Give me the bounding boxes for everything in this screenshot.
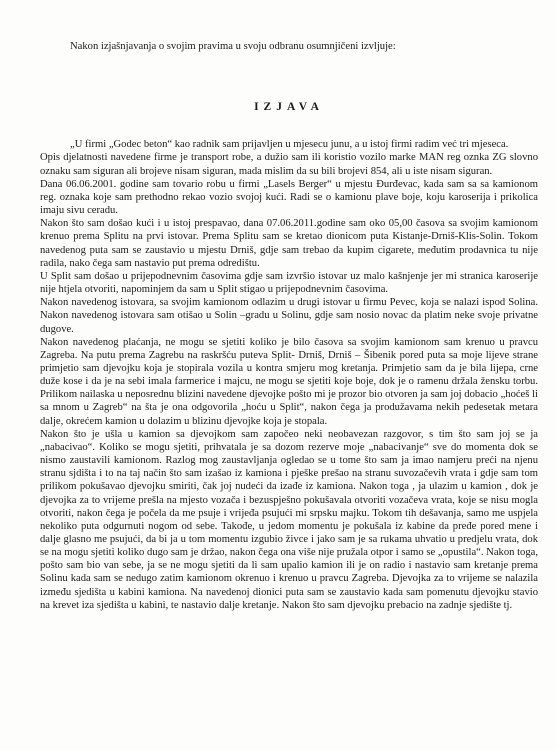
paragraph-split-unloading: U Split sam došao u prijepodnevnim časovima gdje sam izvršio istovar uz malo kašnjenje jer mi stranica karoserije nije htjela otvoriti, napominjem da sam u Split stigao u prijepodnevnim časovima. (40, 270, 538, 296)
paragraph-vehicle: Opis djelatnosti navedene firme je transport robe, a dužio sam ili koristio vozilo marke MAN reg oznka ZG slovno oznaku sam siguran ali brojeve nisam siguran, mada mislim da su bili brojevi 854, ali u iste nisam siguran. (40, 152, 538, 177)
intro-line: Nakon izjašnjavanja o svojim pravima u svoju odbranu osumnjičeni izvljuje: (70, 41, 396, 52)
paragraph-employment: „U firmi „Godec beton“ kao radnik sam prijavljen u mjesecu junu, a u istoj firmi radim već tri mjeseca. (70, 139, 509, 151)
paragraph-hitchhiker: Nakon navedenog plaćanja, ne mogu se sjetiti koliko je bilo časova sa svojim kamionom sam krenuo u pravcu Zagreba. Na putu prema Zagrebu na raskršću puteva Split- Drniš, Drniš – Šibenik pored puta sa moje lijeve strane primjetio sam djevojku koja je stopirala vozila u kontra smjeru mog kretanja. Primjetio sam da je bila lijepa, crne duže kose i da je na sebi imala farmerice i majcu, ne mogu se sjetiti koje boje, dok je o ramenu držala žensku torbu. Prilikom nailaska u neposrednu blizini navedene djevojke pošto mi je prozor bio otvoren ja sam joj dobacio „hoćeš li sa mnom u Zagreb“ na šta je ona odgovorila „hoću u Split“, nakon čega ja produžavama nekih pedesetak metara dalje, okrećem kamion u dolazim u blizinu djevojke koja je stopala. (40, 336, 538, 427)
paragraph-route: Nakon što sam došao kući i u istoj prespavao, dana 07.06.2011.godine sam oko 05,00 časova sa svojim kamionom krenuo prema Splitu na prvi istovar. Prema Splitu sam se kretao dionicom puta Kistanje-Drniš-Klis-Solin. Tokom navedenog puta sam se zaustavio u mjestu Drniš, gdje sam trebao da kupim cigarete, međutim prodavnica tu nije radila, nako čega sam nastavio put prema odredištu. (40, 218, 538, 269)
paragraph-loading: Dana 06.06.2001. godine sam tovario robu u firmi „Lasels Berger“ u mjestu Đurđevac, kada sam sa sa kamionom reg. oznaka koje sam prethodno rekao vozio svojoj kući. Radi se o kamionu plave boje, koju karoserija i prikolica imaju sivu ceradu. (40, 178, 538, 217)
paragraph-solin: Nakon navedenog istovara, sa svojim kamionom odlazim u drugi istovar u firmu Pevec, koja se nalazi ispod Solina. Nakon navedenog istovara sam otišao u Solin –gradu u Solinu, gdje sam nosio novac da platim neke svoje privatne dugove. (40, 297, 538, 335)
paragraph-incident: Nakon što je ušla u kamion sa djevojkom sam započeo neki neobavezan razgovor, s tim što sam joj se ja „nabacivao“. Koliko se mogu sjetiti, prihvatala je sa dozom rezerve moje „nabacivanje“ sve do momenta dok se nismo zaustavili kamionom. Razlog mog zaustavljanja ogledao se u tome što sam ja imao namjeru preći na njenu stranu sjdišta i to na taj način što sam izašao iz kamiona i pješke prešao na stranu suvozačevih vrata i gdje sam tom prilikom pokušavao djevojku smiriti, čak joj nudeći da izađe iz kamiona. Nakon toga , ja ulazim u kamion , dok je djevojka za to vrijeme prešla na mjesto vozača i bezuspješno pokušavala otvoriti vozačeva vrata, koje se nisu mogla otvoriti, nakon čega je počela da me psuje i vrijeđa psujući mi srpsku majku. Tokom tih dešavanja, samo me uspjela nekoliko puta odgurnuti nogom od sebe. Takođe, u jedom momentu je pokušala iz kabine da pređe pored mene i dalje glasno me psujući, da bi ja u tom momentu izgubio živce i jako sam je sa rukama uhvatio u predjelu vrata, dok se na mogu sjetiti koliko dugo sam je držao, nakon čega ona više nije pružala otpor i samo se „opustila“. Nakon toga, pošto sam bio van sebe, ja se ne mogu sjetiti da li sam upalio kamion ili je on radio i nastavio sam kretanje prema Solinu kada sam se nedugo zatim kamionom okrenuo i krenuo u pravcu Zagreba. Djevojka za to vrijeme se nalazila između sjedišta u kabini kamiona. Na navedenoj dionici puta sam se zaustavio kada sam pomenutu djevojku stavio na krevet iza sjedišta u kabini, te nastavio dalje kretanje. Nakon što sam djevojku prebacio na zadnje sjedište tj. (40, 428, 538, 611)
document-title: IZJAVA (254, 101, 324, 114)
